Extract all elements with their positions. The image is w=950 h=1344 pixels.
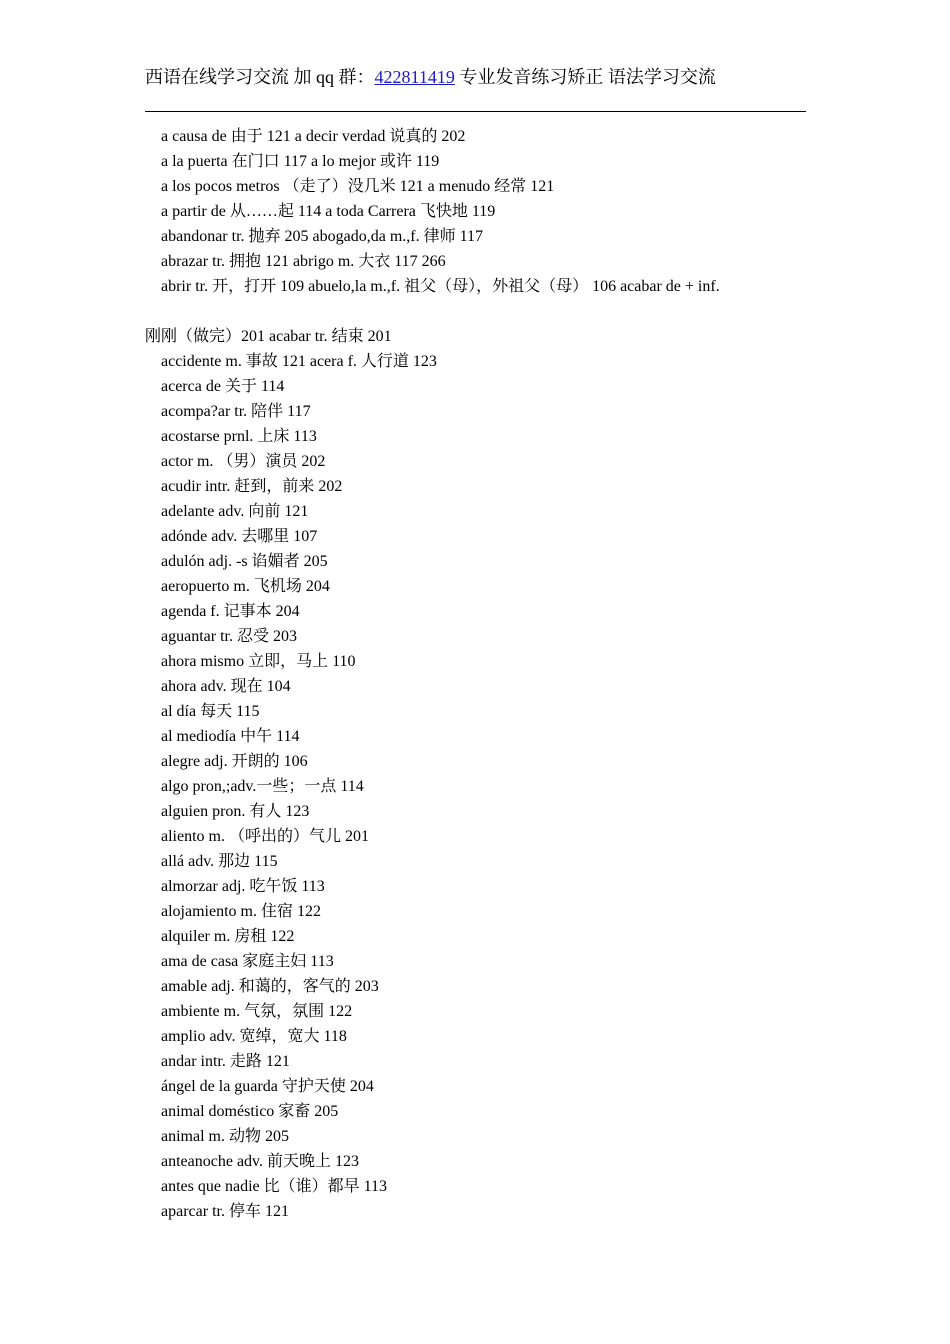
vocab-line: algo pron,;adv.一些；一点 114 [161, 778, 364, 795]
vocab-line: acudir intr. 赶到，前来 202 [161, 478, 343, 495]
vocab-line: aparcar tr. 停车 121 [161, 1203, 289, 1220]
vocab-line: amable adj. 和蔼的，客气的 203 [161, 978, 379, 995]
vocab-line: a la puerta 在门口 117 a lo mejor 或许 119 [161, 153, 440, 170]
vocab-line: adónde adv. 去哪里 107 [161, 528, 318, 545]
vocab-line: a los pocos metros （走了）没几米 121 a menudo 经常 121 [161, 178, 555, 195]
vocab-line: acerca de 关于 114 [161, 378, 285, 395]
vocab-line: abandonar tr. 抛弃 205 abogado,da m.,f. 律师 117 [161, 228, 484, 245]
vocab-line: alegre adj. 开朗的 106 [161, 753, 308, 770]
vocab-line: animal doméstico 家畜 205 [161, 1103, 339, 1120]
vocab-line: agenda f. 记事本 204 [161, 603, 300, 620]
vocab-line: adulón adj. -s 谄媚者 205 [161, 553, 328, 570]
vocab-line: aguantar tr. 忍受 203 [161, 628, 297, 645]
vocab-line: actor m. （男）演员 202 [161, 453, 326, 470]
vocab-line: ahora mismo 立即，马上 110 [161, 653, 356, 670]
vocab-line: acostarse prnl. 上床 113 [161, 428, 317, 445]
vocab-line: alguien pron. 有人 123 [161, 803, 310, 820]
vocab-line: alquiler m. 房租 122 [161, 928, 295, 945]
vocab-line: abrir tr. 开，打开 109 abuelo,la m.,f. 祖父（母），外祖父（母） 106 acabar de + inf. [161, 278, 720, 295]
vocab-line: alojamiento m. 住宿 122 [161, 903, 321, 920]
vocab-line: al día 每天 115 [161, 703, 260, 720]
blank-line [145, 299, 806, 324]
vocab-line: a causa de 由于 121 a decir verdad 说真的 202 [161, 128, 466, 145]
vocab-line: acompa?ar tr. 陪伴 117 [161, 403, 311, 420]
page-header [145, 62, 806, 92]
header-prefix: 西语在线学习交流 加 qq 群： [145, 67, 375, 87]
vocab-line: ángel de la guarda 守护天使 204 [161, 1078, 374, 1095]
vocab-line: amplio adv. 宽绰，宽大 118 [161, 1028, 347, 1045]
vocab-line: accidente m. 事故 121 acera f. 人行道 123 [161, 353, 437, 370]
vocab-line: ambiente m. 气氛，氛围 122 [161, 1003, 353, 1020]
vocab-line: a partir de 从……起 114 a toda Carrera 飞快地 119 [161, 203, 496, 220]
vocab-line: anteanoche adv. 前天晚上 123 [161, 1153, 360, 1170]
vocab-line: aeropuerto m. 飞机场 204 [161, 578, 330, 595]
vocab-line: ama de casa 家庭主妇 113 [161, 953, 334, 970]
vocab-line: ahora adv. 现在 104 [161, 678, 291, 695]
header-divider [145, 111, 806, 112]
qq-group-link[interactable]: 422811419 [374, 67, 455, 87]
vocab-line: almorzar adj. 吃午饭 113 [161, 878, 325, 895]
vocabulary-list [145, 124, 806, 1224]
vocab-line: aliento m. （呼出的）气儿 201 [161, 828, 369, 845]
vocab-line: antes que nadie 比（谁）都早 113 [161, 1178, 388, 1195]
vocab-line: adelante adv. 向前 121 [161, 503, 309, 520]
vocab-line: animal m. 动物 205 [161, 1128, 289, 1145]
vocab-line: abrazar tr. 拥抱 121 abrigo m. 大衣 117 266 [161, 253, 446, 270]
vocab-line: al mediodía 中午 114 [161, 728, 300, 745]
vocab-line: allá adv. 那边 115 [161, 853, 278, 870]
vocab-line: andar intr. 走路 121 [161, 1053, 290, 1070]
vocab-line-continuation: 刚刚（做完）201 acabar tr. 结束 201 [145, 328, 392, 345]
header-suffix: 专业发音练习矫正 语法学习交流 [454, 67, 716, 87]
